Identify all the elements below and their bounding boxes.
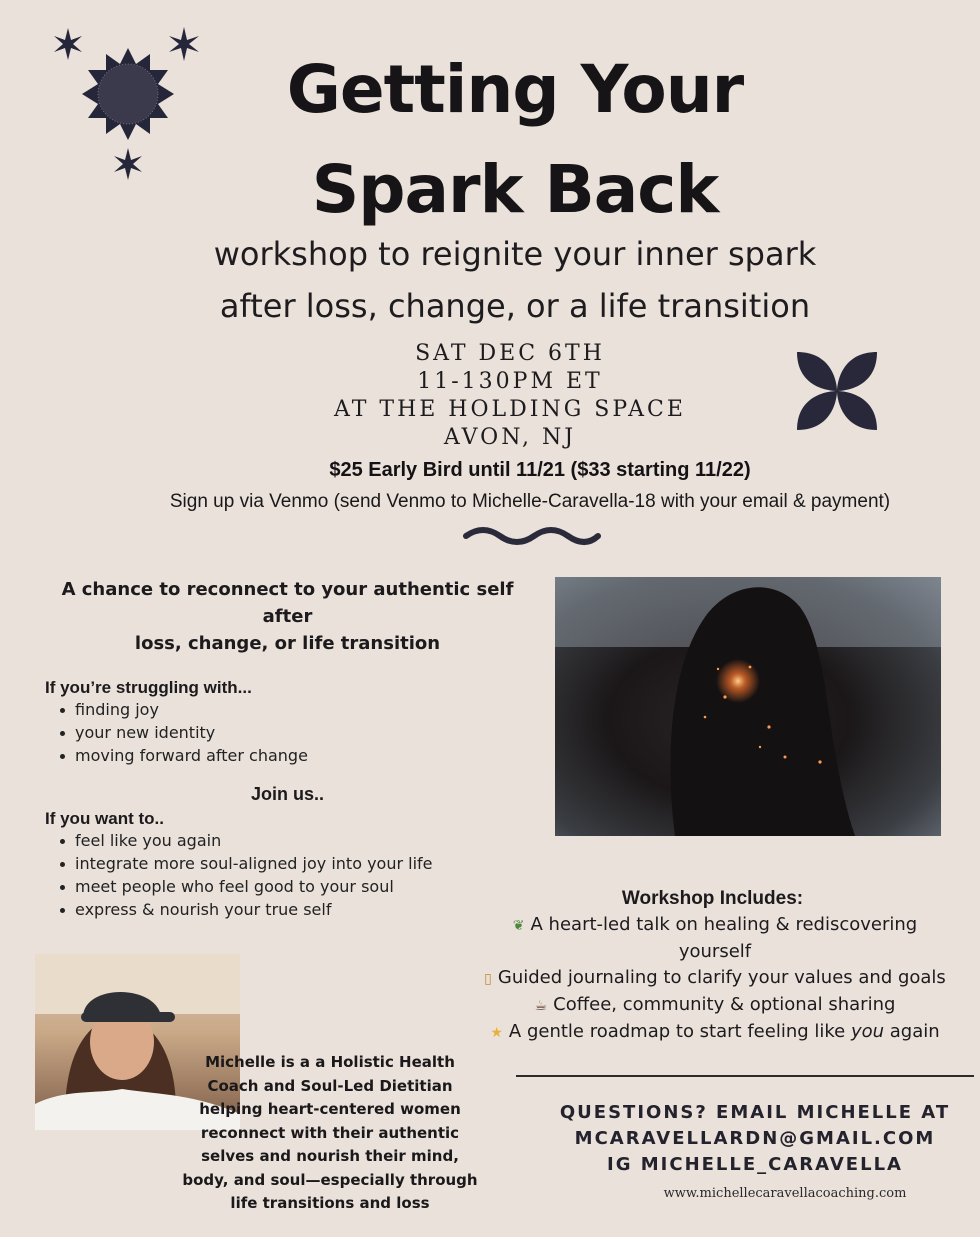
list-item: moving forward after change xyxy=(45,744,525,767)
bio-line: Michelle is a a Holistic Health xyxy=(205,1053,455,1071)
list-item: your new identity xyxy=(45,721,525,744)
want-list xyxy=(45,829,525,921)
event-date: SAT DEC 6TH xyxy=(415,341,605,366)
divider-line xyxy=(516,1075,974,1077)
clipboard-icon: ▯ xyxy=(484,971,492,987)
workshop-item-text: A heart-led talk on healing & rediscovering xyxy=(530,914,918,935)
workshop-item-text: Coffee, community & optional sharing xyxy=(553,994,896,1015)
workshop-item-emphasis: you xyxy=(850,1021,885,1042)
workshop-item xyxy=(470,992,960,1019)
bio-line: selves and nourish their mind, xyxy=(201,1147,459,1165)
workshop-item-text: Guided journaling to clarify your values and goals xyxy=(497,967,946,988)
title-line-1: Getting Your xyxy=(286,51,744,128)
event-details xyxy=(280,340,740,452)
struggling-section xyxy=(45,678,525,767)
bio-line: body, and soul—especially through xyxy=(182,1170,478,1189)
sparkler-photo xyxy=(555,577,941,836)
bio-line: Coach and Soul-Led Dietitian xyxy=(207,1076,453,1095)
workshop-item-text-end: again xyxy=(884,1021,940,1042)
petal-flower-icon xyxy=(793,348,881,434)
contact-email[interactable]: MCARAVELLARDN@GMAIL.COM xyxy=(574,1128,936,1149)
event-venue: AT THE HOLDING SPACE xyxy=(334,397,686,422)
list-item: meet people who feel good to your soul xyxy=(45,875,525,898)
bio-text xyxy=(180,1051,480,1216)
struggling-heading: If you’re struggling with... xyxy=(45,678,252,697)
want-section xyxy=(45,809,525,921)
contact-instagram[interactable]: IG MICHELLE_CARAVELLA xyxy=(607,1154,903,1175)
sparkle-star-icon: ★ xyxy=(490,1025,503,1041)
price-info: $25 Early Bird until 11/21 ($33 starting 11/22) xyxy=(329,459,751,481)
tagline-line-2: loss, change, or life transition xyxy=(134,633,441,654)
tagline xyxy=(40,576,535,657)
bio-line: life transitions and loss xyxy=(230,1194,430,1212)
star-icon xyxy=(114,148,142,180)
workshop-item xyxy=(470,965,960,992)
workshop-item xyxy=(470,912,960,939)
tagline-line-1: A chance to reconnect to your authentic self after xyxy=(61,579,514,627)
subtitle-line-1: workshop to reignite your inner spark xyxy=(213,235,817,273)
workshop-item-continued: yourself xyxy=(678,941,752,962)
list-item: finding joy xyxy=(45,698,525,721)
event-location: AVON, NJ xyxy=(443,425,577,450)
subtitle xyxy=(150,228,880,332)
workshop-includes-heading: Workshop Includes: xyxy=(621,888,804,909)
workshop-item xyxy=(470,1019,960,1046)
workshop-item-text: A gentle roadmap to start feeling like xyxy=(508,1021,851,1042)
herb-icon: ❦ xyxy=(512,918,525,934)
subtitle-line-2: after loss, change, or a life transition xyxy=(219,287,811,325)
sparkler-silhouette xyxy=(555,577,941,836)
coffee-icon: ☕ xyxy=(534,998,548,1014)
website-link[interactable]: www.michellecaravellacoaching.com xyxy=(663,1186,907,1201)
contact-line: QUESTIONS? EMAIL MICHELLE AT xyxy=(559,1102,951,1123)
star-icon xyxy=(54,28,82,60)
struggling-list xyxy=(45,698,525,767)
want-heading: If you want to.. xyxy=(45,809,164,828)
list-item: integrate more soul-aligned joy into your life xyxy=(45,852,525,875)
title-line-2: Spark Back xyxy=(311,151,719,228)
bio-line: helping heart-centered women xyxy=(199,1100,461,1118)
bio-line: reconnect with their authentic xyxy=(200,1123,460,1142)
signup-info: Sign up via Venmo (send Venmo to Michelle-Caravella-18 with your email & payment) xyxy=(169,491,891,512)
event-time: 11-130PM ET xyxy=(417,369,603,394)
contact-info xyxy=(520,1100,980,1178)
wave-divider xyxy=(462,522,602,550)
page-title xyxy=(180,40,850,240)
join-us-heading: Join us.. xyxy=(250,784,324,804)
workshop-includes-list xyxy=(470,912,960,1046)
list-item: express & nourish your true self xyxy=(45,898,525,921)
list-item: feel like you again xyxy=(45,829,525,852)
sun-icon xyxy=(82,48,174,140)
